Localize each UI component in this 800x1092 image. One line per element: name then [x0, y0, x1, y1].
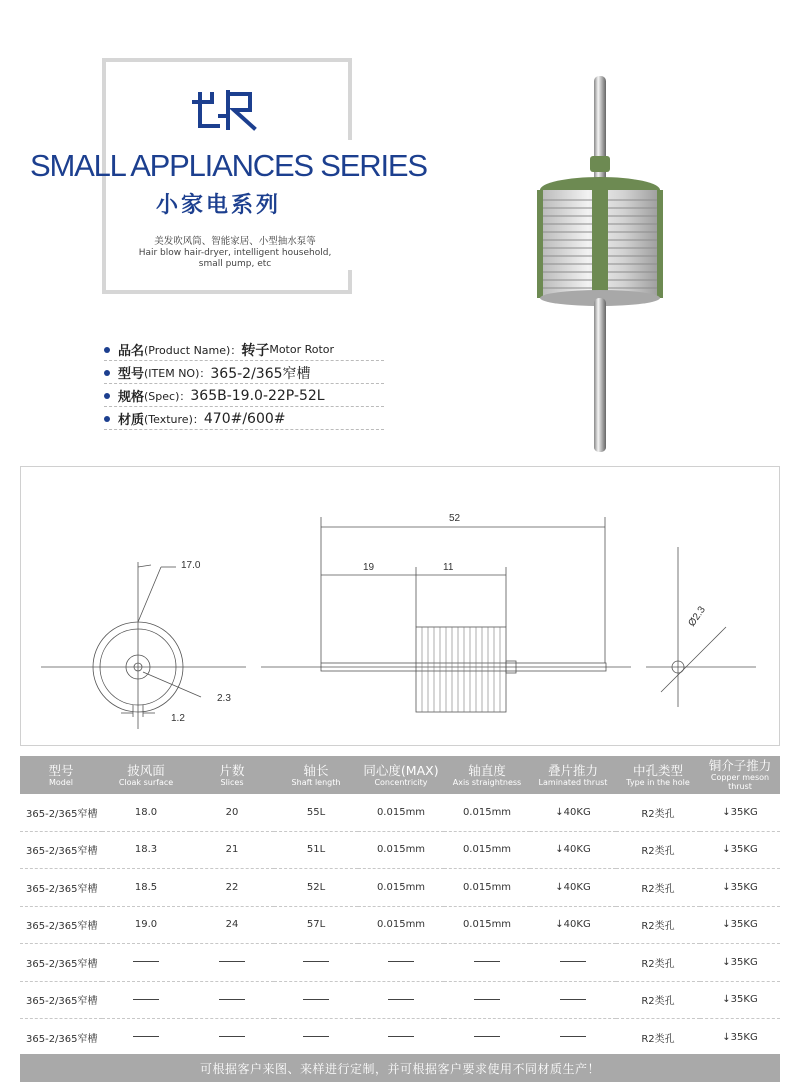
cell-value: R2类孔: [641, 883, 675, 895]
cell-value: R2类孔: [641, 921, 675, 933]
cell-value: 365-2/365窄槽: [26, 1033, 98, 1045]
info-value: 转子: [241, 342, 270, 359]
cell-value: 21: [225, 844, 239, 856]
table-row: [20, 1019, 780, 1057]
table-cell: [530, 981, 616, 1019]
cell-value: 365-2/365窄槽: [26, 808, 98, 820]
bullet-icon: [104, 370, 110, 376]
table-row: [20, 944, 780, 982]
cell-value: 35KG: [730, 1031, 758, 1043]
cell-value: 35KG: [730, 806, 758, 818]
cell-value: 40KG: [563, 919, 591, 931]
info-row-spec: [104, 384, 384, 407]
cell-value: 18.5: [134, 881, 158, 893]
cell-value: 18.0: [134, 806, 158, 818]
table-cell: [20, 794, 102, 831]
table-cell: [20, 831, 102, 869]
table-cell: [190, 794, 274, 831]
empty-dash: [560, 1036, 586, 1037]
table-header-row: [20, 756, 780, 794]
table-cell: [616, 944, 700, 982]
cell-value: 365-2/365窄槽: [26, 996, 98, 1008]
cell-value: 40KG: [563, 806, 591, 818]
thrust-arrow-icon: ↓: [555, 919, 564, 931]
empty-dash: [560, 961, 586, 962]
applications-en-line2: small pump, etc: [198, 259, 272, 269]
drawing-svg: [21, 467, 779, 745]
bullet-icon: [104, 416, 110, 422]
table-cell: [102, 944, 190, 982]
divider: [104, 429, 384, 430]
empty-dash: [560, 999, 586, 1000]
product-info-list: [104, 338, 384, 430]
cell-value: 55L: [306, 806, 326, 818]
table-row: [20, 794, 780, 831]
table-cell: [358, 831, 444, 869]
cell-value: 24: [225, 919, 239, 931]
info-value: 365-2/365窄槽: [210, 365, 311, 382]
dim-11: 11: [443, 562, 454, 573]
cell-value: R2类孔: [641, 996, 675, 1008]
spec-table: [20, 756, 780, 1057]
table-cell: [190, 869, 274, 907]
dim-diameter-17: 17.0: [181, 560, 201, 571]
table-cell: [358, 794, 444, 831]
table-cell: [444, 794, 530, 831]
table-cell: [700, 906, 780, 944]
cell-value: R2类孔: [641, 846, 675, 858]
table-row: [20, 869, 780, 907]
table-cell: [530, 869, 616, 907]
motor-rotor-image: [530, 70, 670, 460]
thrust-arrow-icon: ↓: [555, 806, 564, 818]
table-cell: [616, 906, 700, 944]
empty-dash: [388, 961, 414, 962]
table-cell: [616, 794, 700, 831]
table-cell: [190, 981, 274, 1019]
cell-value: 35KG: [730, 919, 758, 931]
table-cell: [616, 1019, 700, 1057]
info-value: 470#/600#: [203, 410, 286, 427]
empty-dash: [219, 999, 245, 1000]
info-key-en: (ITEM NO)：: [144, 366, 211, 380]
cell-value: R2类孔: [641, 808, 675, 820]
thrust-arrow-icon: ↓: [722, 881, 731, 893]
table-cell: [530, 794, 616, 831]
table-cell: [444, 981, 530, 1019]
cell-value: 18.3: [134, 844, 158, 856]
table-cell: [358, 981, 444, 1019]
series-title-en: SMALL APPLIANCES SERIES: [30, 148, 427, 183]
cell-value: R2类孔: [641, 958, 675, 970]
table-cell: [358, 944, 444, 982]
info-row-item-no: [104, 361, 384, 384]
col-header-laminated-thrust: 叠片推力 Laminated thrust: [530, 756, 616, 794]
table-row: [20, 906, 780, 944]
thrust-arrow-icon: ↓: [722, 806, 731, 818]
table-cell: [102, 794, 190, 831]
table-cell: [444, 1019, 530, 1057]
table-cell: [102, 906, 190, 944]
table-cell: [190, 831, 274, 869]
col-header-cloak: 披风面 Cloak surface: [102, 756, 190, 794]
cell-value: 0.015mm: [376, 919, 426, 931]
info-key-en: (Spec)：: [144, 389, 191, 403]
info-row-texture: [104, 407, 384, 430]
empty-dash: [133, 961, 159, 962]
info-key-cn: 规格: [118, 390, 145, 405]
dim-2-3: 2.3: [217, 693, 231, 704]
info-value: 365B-19.0-22P-52L: [190, 387, 325, 404]
table-cell: [358, 1019, 444, 1057]
bullet-icon: [104, 393, 110, 399]
cell-value: 51L: [306, 844, 326, 856]
table-cell: [190, 944, 274, 982]
table-cell: [274, 906, 358, 944]
empty-dash: [133, 999, 159, 1000]
empty-dash: [303, 1036, 329, 1037]
table-cell: [20, 981, 102, 1019]
cell-value: 22: [225, 881, 239, 893]
table-cell: [190, 1019, 274, 1057]
bullet-icon: [104, 347, 110, 353]
table-cell: [20, 944, 102, 982]
thrust-arrow-icon: ↓: [722, 1031, 731, 1043]
table-cell: [700, 869, 780, 907]
cell-value: 0.015mm: [376, 844, 426, 856]
applications-text: [135, 236, 335, 270]
table-cell: [616, 981, 700, 1019]
cell-value: 20: [225, 806, 239, 818]
cell-value: 19.0: [134, 919, 158, 931]
cell-value: 35KG: [730, 956, 758, 968]
dim-phi-2-3: Ø2.3: [686, 604, 708, 629]
cell-value: 35KG: [730, 994, 758, 1006]
table-cell: [102, 1019, 190, 1057]
empty-dash: [388, 1036, 414, 1037]
empty-dash: [388, 999, 414, 1000]
table-cell: [358, 906, 444, 944]
cell-value: 40KG: [563, 881, 591, 893]
table-cell: [274, 1019, 358, 1057]
empty-dash: [133, 1036, 159, 1037]
table-cell: [700, 1019, 780, 1057]
table-cell: [444, 944, 530, 982]
cell-value: 57L: [306, 919, 326, 931]
col-header-model: 型号 Model: [20, 756, 102, 794]
cell-value: 35KG: [730, 844, 758, 856]
table-cell: [530, 831, 616, 869]
thrust-arrow-icon: ↓: [722, 919, 731, 931]
table-cell: [358, 869, 444, 907]
table-cell: [102, 831, 190, 869]
table-cell: [20, 1019, 102, 1057]
cell-value: 365-2/365窄槽: [26, 921, 98, 933]
table-cell: [274, 831, 358, 869]
cell-value: 52L: [306, 881, 326, 893]
cell-value: 365-2/365窄槽: [26, 958, 98, 970]
info-value-en: Motor Rotor: [269, 343, 335, 356]
empty-dash: [303, 999, 329, 1000]
cell-value: 0.015mm: [376, 881, 426, 893]
info-key-cn: 品名: [118, 344, 145, 359]
thrust-arrow-icon: ↓: [555, 844, 564, 856]
table-cell: [700, 831, 780, 869]
thrust-arrow-icon: ↓: [555, 881, 564, 893]
table-row: [20, 831, 780, 869]
dim-1-2: 1.2: [171, 713, 185, 724]
info-key-en: (Product Name)：: [144, 343, 242, 357]
applications-cn: 美发吹风筒、智能家居、小型抽水泵等: [154, 236, 316, 247]
col-header-hole-type: 中孔类型 Type in the hole: [616, 756, 700, 794]
cell-value: R2类孔: [641, 1033, 675, 1045]
cell-value: 0.015mm: [376, 806, 426, 818]
applications-en-line1: Hair blow hair-dryer, intelligent household,: [138, 248, 332, 258]
table-cell: [444, 906, 530, 944]
info-key-cn: 型号: [118, 367, 145, 382]
table-cell: [190, 906, 274, 944]
table-cell: [530, 1019, 616, 1057]
thrust-arrow-icon: ↓: [722, 844, 731, 856]
table-cell: [274, 944, 358, 982]
table-cell: [616, 831, 700, 869]
series-title-cn: 小家电系列: [156, 193, 282, 218]
table-cell: [616, 869, 700, 907]
empty-dash: [474, 961, 500, 962]
table-cell: [20, 869, 102, 907]
info-key-en: (Texture)：: [144, 412, 204, 426]
brand-logo: [190, 86, 266, 134]
dim-52: 52: [449, 513, 461, 524]
cell-value: 0.015mm: [462, 806, 512, 818]
table-cell: [102, 869, 190, 907]
empty-dash: [474, 999, 500, 1000]
col-header-shaft-length: 轴长 Shaft length: [274, 756, 358, 794]
table-cell: [530, 944, 616, 982]
thrust-arrow-icon: ↓: [722, 956, 731, 968]
table-cell: [444, 869, 530, 907]
cell-value: 35KG: [730, 881, 758, 893]
cell-value: 0.015mm: [462, 844, 512, 856]
empty-dash: [219, 961, 245, 962]
col-header-concentricity: 同心度(MAX) Concentricity: [358, 756, 444, 794]
dim-19: 19: [363, 562, 375, 573]
cell-value: 0.015mm: [462, 881, 512, 893]
col-header-copper-thrust: 铜介子推力 Copper meson thrust: [700, 756, 780, 794]
thrust-arrow-icon: ↓: [722, 994, 731, 1006]
table-cell: [102, 981, 190, 1019]
technical-drawing: [20, 466, 780, 746]
table-cell: [274, 981, 358, 1019]
col-header-axis-straightness: 轴直度 Axis straightness: [444, 756, 530, 794]
table-cell: [700, 981, 780, 1019]
cell-value: 40KG: [563, 844, 591, 856]
table-cell: [274, 869, 358, 907]
cell-value: 0.015mm: [462, 919, 512, 931]
info-row-product-name: [104, 338, 384, 361]
col-header-slices: 片数 Slices: [190, 756, 274, 794]
footer-note: 可根据客户来图、来样进行定制，并可根据客户要求使用不同材质生产！: [20, 1054, 780, 1082]
table-row: [20, 981, 780, 1019]
table-cell: [530, 906, 616, 944]
empty-dash: [303, 961, 329, 962]
table-cell: [444, 831, 530, 869]
table-cell: [700, 944, 780, 982]
empty-dash: [219, 1036, 245, 1037]
empty-dash: [474, 1036, 500, 1037]
table-cell: [700, 794, 780, 831]
cell-value: 365-2/365窄槽: [26, 846, 98, 858]
table-cell: [274, 794, 358, 831]
cell-value: 365-2/365窄槽: [26, 883, 98, 895]
table-cell: [20, 906, 102, 944]
info-key-cn: 材质: [118, 413, 145, 428]
